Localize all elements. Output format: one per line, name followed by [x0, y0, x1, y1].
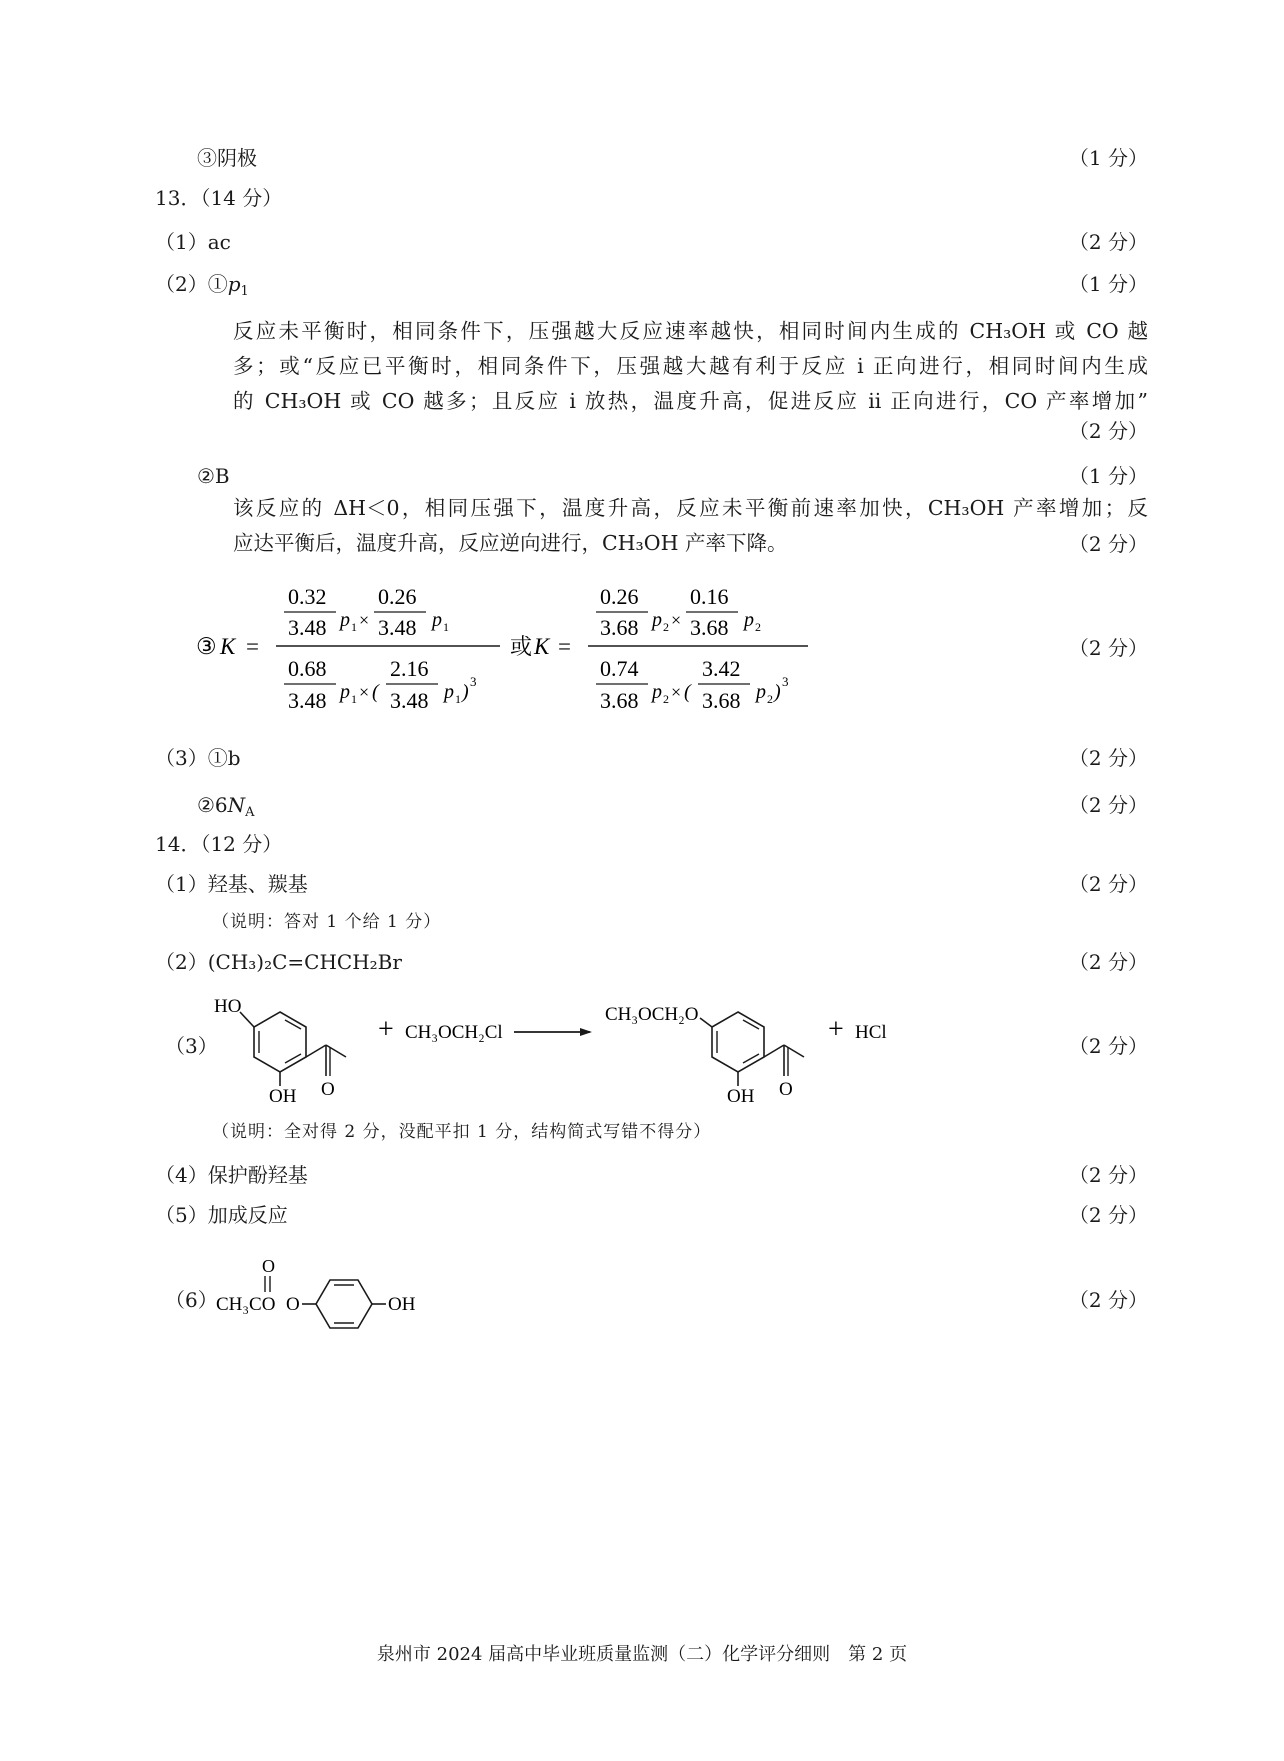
formula1-n1: 0.32: [288, 584, 327, 609]
q14-p4-score: （2 分）: [1068, 1163, 1148, 1187]
product-benzene-ring: [712, 1012, 764, 1072]
q14-p2-score: （2 分）: [1068, 950, 1148, 974]
formula1-n2: 0.26: [378, 584, 417, 609]
formula1-cube: 3: [470, 674, 477, 689]
q13-p3-sub2-answer: [197, 793, 255, 820]
q14-p1-note: （说明：答对 1 个给 1 分）: [212, 912, 442, 932]
formula2-d3: 3.68: [600, 688, 639, 713]
formula1-d2: 3.48: [378, 615, 417, 640]
formula1-n3: 0.68: [288, 656, 327, 681]
formula1-d3: 3.48: [288, 688, 327, 713]
q14-p1-answer: （1）羟基、羰基: [155, 872, 308, 896]
formula1-d4: 3.48: [390, 688, 429, 713]
q13-p3-sub2-prefix: ②6: [197, 793, 228, 817]
formula2-times2: ×: [671, 682, 682, 702]
formula-k2: K: [534, 634, 550, 659]
formula2-p2d-sub: 2: [767, 692, 773, 706]
formula2-p2d: p: [756, 681, 766, 703]
q13-p2-sub2-expl-line1: 该反应的 ΔH＜0，相同压强下，温度升高，反应未平衡前速率加快，CH₃OH 产率增加；反: [233, 496, 1148, 520]
q13-p2-sub: 1: [240, 284, 249, 299]
formula1-p1c: p: [340, 681, 350, 703]
formula2-n1: 0.26: [600, 584, 639, 609]
formula1-p1c-sub: 1: [351, 692, 357, 706]
formula2-p2b: p: [744, 609, 754, 631]
q13-p3-sub2-sub: A: [245, 805, 255, 820]
q13-p2-expl-line1: 反应未平衡时，相同条件下，压强越大反应速率越快，相同时间内生成的 CH₃OH 或 CO 越: [233, 319, 1148, 343]
formula2-p2c: p: [652, 681, 662, 703]
q13-p2-prefix: （2）①: [155, 272, 228, 296]
plus-sign-1: +: [378, 1014, 394, 1045]
q13-p1-score: （2 分）: [1068, 230, 1148, 254]
formula1-times1: ×: [359, 610, 370, 630]
q14-p3-label: （3）: [165, 1034, 218, 1058]
q14-header: 14．（12 分）: [155, 832, 283, 856]
formula1-p1b-sub: 1: [443, 620, 449, 634]
q14-p5-answer: （5）加成反应: [155, 1203, 288, 1227]
q13-p2-expl-score: （2 分）: [1068, 419, 1148, 443]
reaction-scheme: [200, 994, 970, 1104]
q14-p3-score: （2 分）: [1068, 1034, 1148, 1058]
q14-p6-label: （6）: [165, 1288, 218, 1312]
formula2-d1: 3.68: [600, 615, 639, 640]
q13-p2-expl-line3: 的 CH₃OH 或 CO 越多；且反应 i 放热，温度升高，促进反应 ii 正向进行，CO 产率增加”: [233, 389, 1148, 413]
formula2-p2a-sub: 2: [663, 620, 669, 634]
q14-p4-answer: （4）保护酚羟基: [155, 1163, 308, 1187]
q13-p3-sub2-var: N: [227, 793, 246, 817]
q12-sub3-score: （1 分）: [1068, 146, 1148, 170]
q13-p3-score: （2 分）: [1068, 746, 1148, 770]
formula2-lparen: (: [684, 681, 691, 703]
formula1-p1d: p: [444, 681, 454, 703]
formula2-n3: 0.74: [600, 656, 639, 681]
formula2-p2b-sub: 2: [755, 620, 761, 634]
q13-header: 13．（14 分）: [155, 186, 283, 210]
formula1-n4: 2.16: [390, 656, 429, 681]
byproduct: HCl: [855, 1022, 887, 1043]
formula1-rparen: ): [462, 681, 469, 703]
hydroxyl-group: OH: [388, 1294, 416, 1315]
reactant-ho: HO: [214, 996, 242, 1017]
q13-p2-sub3-score: （2 分）: [1068, 636, 1148, 660]
formula1-p1a-sub: 1: [351, 620, 357, 634]
phenyl-ring: [316, 1280, 372, 1328]
formula1-p1d-sub: 1: [455, 692, 461, 706]
formula2-p2a: p: [652, 609, 662, 631]
q14-p6-structure: [212, 1252, 452, 1332]
product-substituent: CH₃OCH₂O: [605, 1004, 699, 1025]
q12-sub3-answer: ③阴极: [197, 146, 257, 170]
q13-p3-answer: （3）①b: [155, 746, 241, 770]
formula-eq1: =: [246, 634, 259, 659]
formula-prefix: ③: [196, 634, 217, 659]
reactant-ketone-o: O: [321, 1079, 335, 1100]
formula1-d1: 3.48: [288, 615, 327, 640]
equilibrium-constant-formula: [196, 576, 816, 726]
formula2-p2c-sub: 2: [663, 692, 669, 706]
q13-p3-sub2-score: （2 分）: [1068, 793, 1148, 817]
formula-k1: K: [220, 634, 236, 659]
carbonyl-o: O: [262, 1256, 275, 1276]
reagent: CH₃OCH₂Cl: [405, 1022, 503, 1043]
q13-p2-expl-line2: 多；或“反应已平衡时，相同条件下，压强越大越有利于反应 i 正向进行，相同时间内生成: [233, 354, 1148, 378]
q13-p2-answer: [155, 272, 249, 299]
q14-p6-score: （2 分）: [1068, 1288, 1148, 1312]
ester-o: O: [286, 1294, 300, 1315]
q13-p1-answer: （1）ac: [155, 230, 231, 254]
product-ketone-o: O: [779, 1079, 793, 1100]
formula-or: 或: [510, 634, 533, 659]
q13-p2-score: （1 分）: [1068, 272, 1148, 296]
q14-p1-score: （2 分）: [1068, 872, 1148, 896]
q14-p3-note: （说明：全对得 2 分，没配平扣 1 分，结构简式写错不得分）: [212, 1122, 712, 1142]
formula2-rparen: ): [774, 681, 781, 703]
formula2-d4: 3.68: [702, 688, 741, 713]
formula1-p1a: p: [340, 609, 350, 631]
q13-p2-sub2-expl-line2: 应达平衡后，温度升高，反应逆向进行，CH₃OH 产率下降。: [233, 531, 788, 555]
formula-eq2: =: [558, 634, 571, 659]
formula2-n2: 0.16: [690, 584, 729, 609]
formula2-d2: 3.68: [690, 615, 729, 640]
reactant-benzene-ring: [254, 1012, 306, 1072]
page-footer: 泉州市 2024 届高中毕业班质量监测（二）化学评分细则 第 2 页: [376, 1644, 908, 1665]
formula2-times1: ×: [671, 610, 682, 630]
q14-p2-answer: （2）(CH₃)₂C=CHCH₂Br: [155, 950, 402, 974]
formula2-n4: 3.42: [702, 656, 741, 681]
product-oh: OH: [727, 1086, 755, 1104]
formula1-times2: ×: [359, 682, 370, 702]
formula2-cube: 3: [782, 674, 789, 689]
q13-p2-sub2-answer: ②B: [197, 464, 230, 488]
q13-p2-var: p: [227, 272, 241, 296]
formula1-lparen: (: [372, 681, 379, 703]
q14-p5-score: （2 分）: [1068, 1203, 1148, 1227]
formula1-p1b: p: [432, 609, 442, 631]
q13-p2-sub2-expl-score: （2 分）: [1068, 532, 1148, 556]
plus-sign-2: +: [828, 1014, 844, 1045]
acetyl-group: CH₃CO: [216, 1294, 276, 1315]
reactant-oh: OH: [269, 1086, 297, 1104]
q13-p2-sub2-score: （1 分）: [1068, 464, 1148, 488]
